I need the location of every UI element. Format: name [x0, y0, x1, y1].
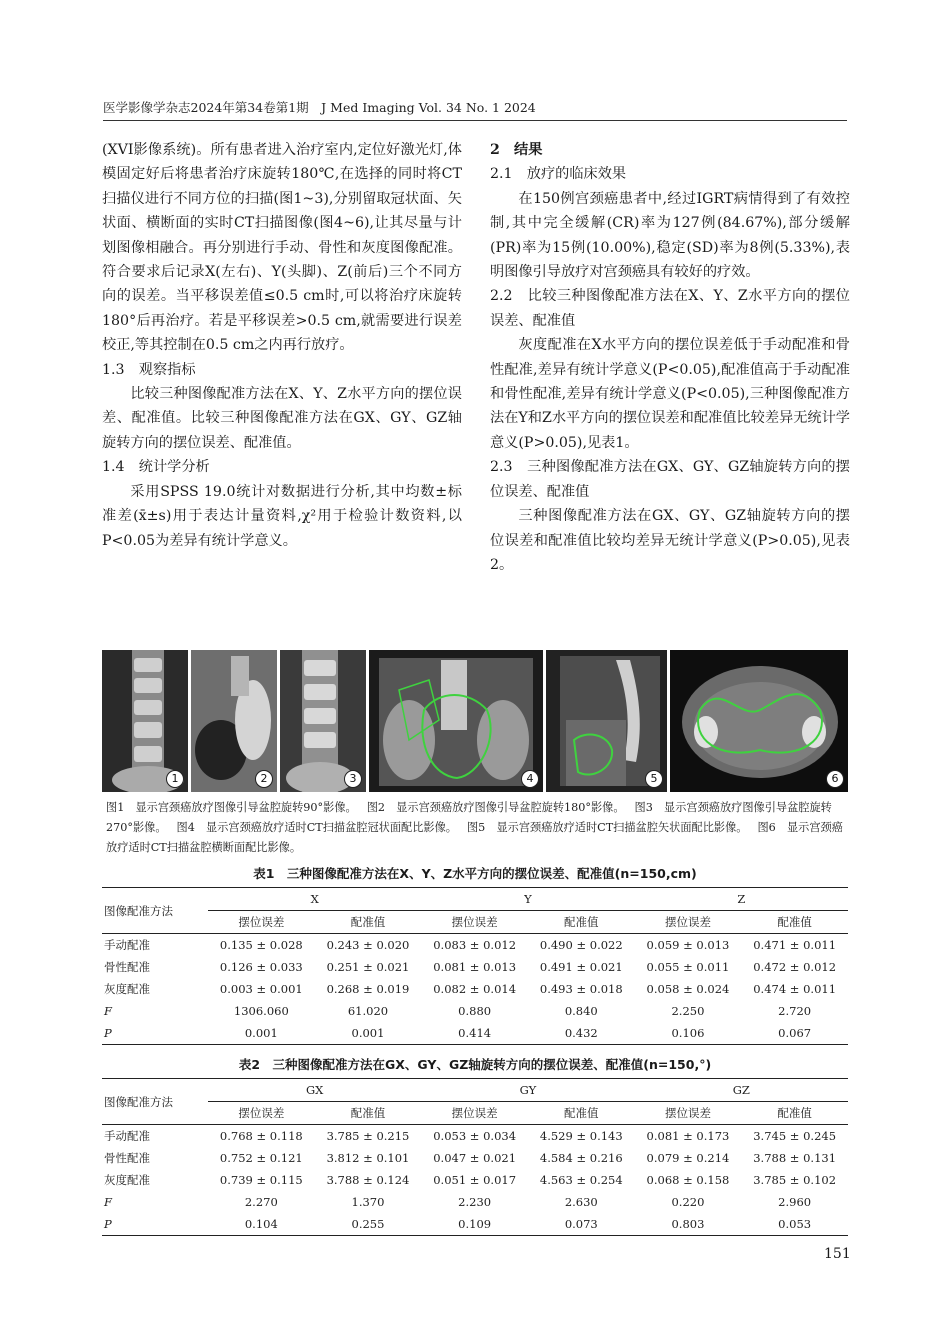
table-cell: 0.001	[315, 1022, 422, 1045]
left-column	[102, 138, 462, 553]
table-subheader: 配准值	[315, 911, 422, 934]
table-cell: 2.250	[671, 1004, 705, 1018]
ct-coronal-image	[369, 650, 543, 792]
table-subheader: 配准值	[528, 1102, 635, 1125]
row-label: P	[102, 1022, 208, 1045]
table-subheader: 摆位误差	[208, 1102, 315, 1125]
table-subheader: 配准值	[315, 1102, 422, 1125]
table-cell: 0.739 ± 0.115	[219, 1173, 303, 1187]
running-header: 医学影像学杂志2024年第34卷第1期 J Med Imaging Vol. 34 No. 1 2024	[103, 98, 847, 121]
table-subheader: 摆位误差	[635, 1102, 742, 1125]
figure-caption-item: 图6 显示宫颈癌放疗适时CT扫描盆腔横断面配比影像。	[106, 821, 843, 854]
table-cell: 0.840	[564, 1004, 598, 1018]
paragraph: (XVI影像系统)。所有患者进入治疗室内,定位好激光灯,体模固定好后将患者治疗床旋转180℃,在选择的同时将CT扫描仪进行不同方位的扫描(图1~3),分别留取冠状面、矢状面、横断面的实时CT扫描图像(图4~6),让其尽量与计划图像相融合。再分别进行手动、骨性和灰度图像配准。符合要求后记录X(左右)、Y(头脚)、Z(前后)三个不同方向的误差。当平移误差值≤0.5 cm时,可以将治疗床旋转180°后再治疗。若是平移误差>0.5 cm,就需要进行误差校正,等其控制在0.5 cm之内再行放疗。	[102, 142, 462, 354]
table-group-header: Y	[421, 888, 634, 911]
section-heading: 1.3 观察指标	[102, 361, 196, 378]
table-cell: 0.104	[208, 1213, 315, 1236]
table-cell: 2.630	[564, 1195, 598, 1209]
table-cell: 0.803	[635, 1213, 742, 1236]
table-cell: 3.788 ± 0.124	[326, 1173, 410, 1187]
table-cell: 0.474 ± 0.011	[753, 982, 837, 996]
table-row	[102, 978, 848, 1000]
figure-number: 1	[166, 770, 184, 788]
table-cell: 0.055 ± 0.011	[646, 960, 730, 974]
row-label: F	[104, 1195, 112, 1209]
table-cell: 3.785 ± 0.102	[753, 1173, 837, 1187]
table-cell: 0.768 ± 0.118	[219, 1129, 303, 1143]
right-column	[490, 138, 850, 577]
table-cell: 4.584 ± 0.216	[539, 1151, 623, 1165]
figure-strip	[102, 650, 848, 792]
ct-sagittal-image	[546, 650, 667, 792]
figure-caption-item: 图3 显示宫颈癌放疗图像引导盆腔旋转270°影像。	[106, 801, 832, 834]
table-group-header: GX	[208, 1079, 421, 1102]
table-cell: 0.243 ± 0.020	[326, 938, 410, 952]
table2-caption: 表2 三种图像配准方法在GX、GY、GZ轴旋转方向的摆位误差、配准值(n=150,°)	[238, 1057, 712, 1072]
row-label: 骨性配准	[104, 960, 150, 974]
row-label: 灰度配准	[104, 982, 150, 996]
table-group-header: GZ	[635, 1079, 848, 1102]
table-row	[102, 1213, 848, 1236]
figure-number: 4	[521, 770, 539, 788]
figure-caption-item: 图2 显示宫颈癌放疗图像引导盆腔旋转180°影像。	[366, 801, 625, 814]
table-subheader: 摆位误差	[421, 1102, 528, 1125]
table-cell: 0.432	[528, 1022, 635, 1045]
table-cell: 0.255	[315, 1213, 422, 1236]
table-cell: 0.082 ± 0.014	[433, 982, 517, 996]
table-cell: 0.490 ± 0.022	[539, 938, 623, 952]
row-label: 手动配准	[104, 1129, 150, 1143]
ct-coronal-graphic	[369, 650, 543, 792]
xray-image-3	[280, 650, 366, 792]
table-cell: 0.220	[671, 1195, 705, 1209]
table-cell: 0.053 ± 0.034	[433, 1129, 517, 1143]
table-cell: 0.752 ± 0.121	[219, 1151, 303, 1165]
figure-number: 5	[645, 770, 663, 788]
table-cell: 0.081 ± 0.173	[646, 1129, 730, 1143]
row-label: F	[104, 1004, 112, 1018]
table-cell: 0.051 ± 0.017	[433, 1173, 517, 1187]
table-cell: 2.230	[458, 1195, 492, 1209]
table-cell: 0.059 ± 0.013	[646, 938, 730, 952]
table-row	[102, 1000, 848, 1022]
table-row	[102, 1169, 848, 1191]
table-cell: 0.126 ± 0.033	[219, 960, 303, 974]
table-row	[102, 956, 848, 978]
table2	[102, 1078, 848, 1236]
figure-number: 3	[344, 770, 362, 788]
table-cell: 0.106	[635, 1022, 742, 1045]
paragraph: 三种图像配准方法在GX、GY、GZ轴旋转方向的摆位误差和配准值比较均差异无统计学意义(P>0.05),见表2。	[490, 508, 850, 573]
table-subheader: 摆位误差	[421, 911, 528, 934]
section-heading: 2 结果	[490, 142, 543, 158]
table-subheader: 配准值	[741, 911, 848, 934]
table-cell: 0.058 ± 0.024	[646, 982, 730, 996]
page-number: 151	[824, 1246, 851, 1262]
table-cell: 0.083 ± 0.012	[433, 938, 517, 952]
table-cell: 3.788 ± 0.131	[753, 1151, 837, 1165]
table-cell: 1.370	[351, 1195, 385, 1209]
section-heading: 2.3 三种图像配准方法在GX、GY、GZ轴旋转方向的摆位误差、配准值	[490, 459, 850, 500]
table-cell: 4.563 ± 0.254	[539, 1173, 623, 1187]
table-cell: 3.745 ± 0.245	[753, 1129, 837, 1143]
xray-image-1	[102, 650, 188, 792]
table-subheader: 配准值	[528, 911, 635, 934]
table-subheader: 摆位误差	[635, 911, 742, 934]
table-cell: 0.068 ± 0.158	[646, 1173, 730, 1187]
table-cell: 3.785 ± 0.215	[326, 1129, 410, 1143]
table-group-header: Z	[635, 888, 848, 911]
table-cell: 0.003 ± 0.001	[219, 982, 303, 996]
table-cell: 61.020	[347, 1004, 389, 1018]
table-row-header: 图像配准方法	[102, 888, 208, 934]
table-cell: 0.880	[458, 1004, 492, 1018]
table-cell: 0.414	[421, 1022, 528, 1045]
section-heading: 2.2 比较三种图像配准方法在X、Y、Z水平方向的摆位误差、配准值	[490, 288, 850, 329]
table-cell: 0.053	[741, 1213, 848, 1236]
table-cell: 0.251 ± 0.021	[326, 960, 410, 974]
table-row	[102, 934, 848, 957]
table-cell: 0.073	[528, 1213, 635, 1236]
table-cell: 0.268 ± 0.019	[326, 982, 410, 996]
section-heading: 2.1 放疗的临床效果	[490, 166, 627, 183]
row-label: P	[102, 1213, 208, 1236]
paragraph: 采用SPSS 19.0统计对数据进行分析,其中均数±标准差(x̄±s)用于表达计量资料,χ²用于检验计数资料,以P<0.05为差异有统计学意义。	[102, 483, 462, 549]
table-cell: 0.081 ± 0.013	[433, 960, 517, 974]
row-label: 骨性配准	[104, 1151, 150, 1165]
figure-number: 6	[826, 770, 844, 788]
table-cell: 0.493 ± 0.018	[539, 982, 623, 996]
table-cell: 0.135 ± 0.028	[219, 938, 303, 952]
table-group-header: X	[208, 888, 421, 911]
figure-caption-item: 图1 显示宫颈癌放疗图像引导盆腔旋转90°影像。	[106, 801, 357, 814]
table-cell: 4.529 ± 0.143	[539, 1129, 623, 1143]
table-cell: 0.067	[741, 1022, 848, 1045]
table-row	[102, 1191, 848, 1213]
table-cell: 0.047 ± 0.021	[433, 1151, 517, 1165]
figure-number: 2	[255, 770, 273, 788]
paragraph: 在150例宫颈癌患者中,经过IGRT病情得到了有效控制,其中完全缓解(CR)率为127例(84.67%),部分缓解(PR)率为15例(10.00%),稳定(SD)率为8例(5.33%),表明图像引导放疗对宫颈癌具有较好的疗效。	[490, 190, 850, 281]
ct-axial-graphic	[670, 650, 848, 792]
table-row	[102, 1147, 848, 1169]
table-subheader: 摆位误差	[208, 911, 315, 934]
table-cell: 0.471 ± 0.011	[753, 938, 837, 952]
table-row	[102, 1125, 848, 1148]
section-heading: 1.4 统计学分析	[102, 459, 210, 476]
table-cell: 0.001	[208, 1022, 315, 1045]
table1-caption: 表1 三种图像配准方法在X、Y、Z水平方向的摆位误差、配准值(n=150,cm)	[253, 866, 697, 881]
table-cell: 1306.060	[233, 1004, 289, 1018]
table-cell: 0.079 ± 0.214	[646, 1151, 730, 1165]
table-cell: 0.109	[421, 1213, 528, 1236]
table-cell: 0.491 ± 0.021	[539, 960, 623, 974]
table-row	[102, 1022, 848, 1045]
paragraph: 比较三种图像配准方法在X、Y、Z水平方向的摆位误差、配准值。比较三种图像配准方法在GX、GY、GZ轴旋转方向的摆位误差、配准值。	[102, 386, 462, 451]
row-label: 灰度配准	[104, 1173, 150, 1187]
table-cell: 2.270	[244, 1195, 278, 1209]
table-row-header: 图像配准方法	[102, 1079, 208, 1125]
table-cell: 2.960	[778, 1195, 812, 1209]
table-cell: 0.472 ± 0.012	[753, 960, 837, 974]
row-label: 手动配准	[104, 938, 150, 952]
table-cell: 2.720	[778, 1004, 812, 1018]
table1	[102, 887, 848, 1045]
xray-image-2	[191, 650, 277, 792]
figure-caption-item: 图4 显示宫颈癌放疗适时CT扫描盆腔冠状面配比影像。	[176, 821, 457, 834]
ct-axial-image	[670, 650, 848, 792]
table-cell: 3.812 ± 0.101	[326, 1151, 410, 1165]
table-group-header: GY	[421, 1079, 634, 1102]
figure-caption-item: 图5 显示宫颈癌放疗适时CT扫描盆腔矢状面配比影像。	[466, 821, 748, 834]
figure-caption	[106, 798, 848, 858]
table-subheader: 配准值	[741, 1102, 848, 1125]
paragraph: 灰度配准在X水平方向的摆位误差低于手动配准和骨性配准,差异有统计学意义(P<0.05),配准值高于手动配准和骨性配准,差异有统计学意义(P<0.05),三种图像配准方法在Y和Z水平方向的摆位误差和配准值比较差异无统计学意义(P>0.05),见表1。	[490, 337, 850, 451]
